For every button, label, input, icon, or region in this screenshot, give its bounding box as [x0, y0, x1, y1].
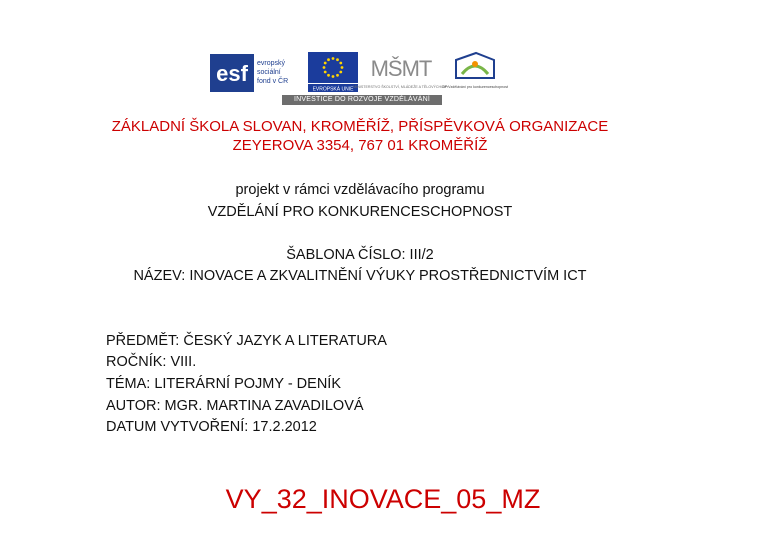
- detail-date: DATUM VYTVOŘENÍ: 17.2.2012: [106, 419, 317, 435]
- school-address: ZEYEROVA 3354, 767 01 KROMĚŘÍŽ: [232, 137, 488, 154]
- op-label: OP Vzdělávání pro konkurenceschopnost: [441, 85, 509, 89]
- esf-sub-3: fond v ČR: [257, 78, 289, 85]
- esf-logo-text: esf: [216, 61, 248, 86]
- template-name: NÁZEV: INOVACE A ZKVALITNĚNÍ VÝUKY PROSTŘEDNICTVÍM ICT: [133, 268, 587, 284]
- detail-grade: ROČNÍK: VIII.: [106, 354, 197, 370]
- esf-sub-2: sociální: [257, 69, 281, 76]
- logo-strip-caption: INVESTICE DO ROZVOJE VZDĚLÁVÁNÍ: [282, 95, 442, 105]
- esf-logo: [210, 54, 302, 92]
- msmt-sub: MINISTERSTVO ŠKOLSTVÍ, MLÁDEŽE A TĚLOVÝCHOVY: [353, 85, 449, 89]
- template-number: ŠABLONA ČÍSLO: III/2: [286, 247, 434, 263]
- eu-flag-logo: [308, 52, 358, 92]
- project-line-1: projekt v rámci vzdělávacího programu: [235, 182, 485, 198]
- school-name: ZÁKLADNÍ ŠKOLA SLOVAN, KROMĚŘÍŽ, PŘÍSPĚVKOVÁ ORGANIZACE: [111, 118, 609, 135]
- material-code: VY_32_INOVACE_05_MZ: [225, 484, 541, 514]
- esf-sub-1: evropský: [257, 60, 286, 67]
- logo-strip: [210, 48, 510, 104]
- op-vk-logo: [441, 48, 509, 98]
- detail-subject: PŘEDMĚT: ČESKÝ JAZYK A LITERATURA: [106, 333, 387, 349]
- msmt-logo-text: MŠMT: [370, 56, 432, 81]
- project-line-2: VZDĚLÁNÍ PRO KONKURENCESCHOPNOST: [207, 204, 513, 220]
- detail-author: AUTOR: MGR. MARTINA ZAVADILOVÁ: [106, 398, 364, 414]
- eu-label: EVROPSKÁ UNIE: [312, 86, 354, 93]
- detail-topic: TÉMA: LITERÁRNÍ POJMY - DENÍK: [106, 376, 341, 392]
- msmt-logo: [353, 48, 449, 96]
